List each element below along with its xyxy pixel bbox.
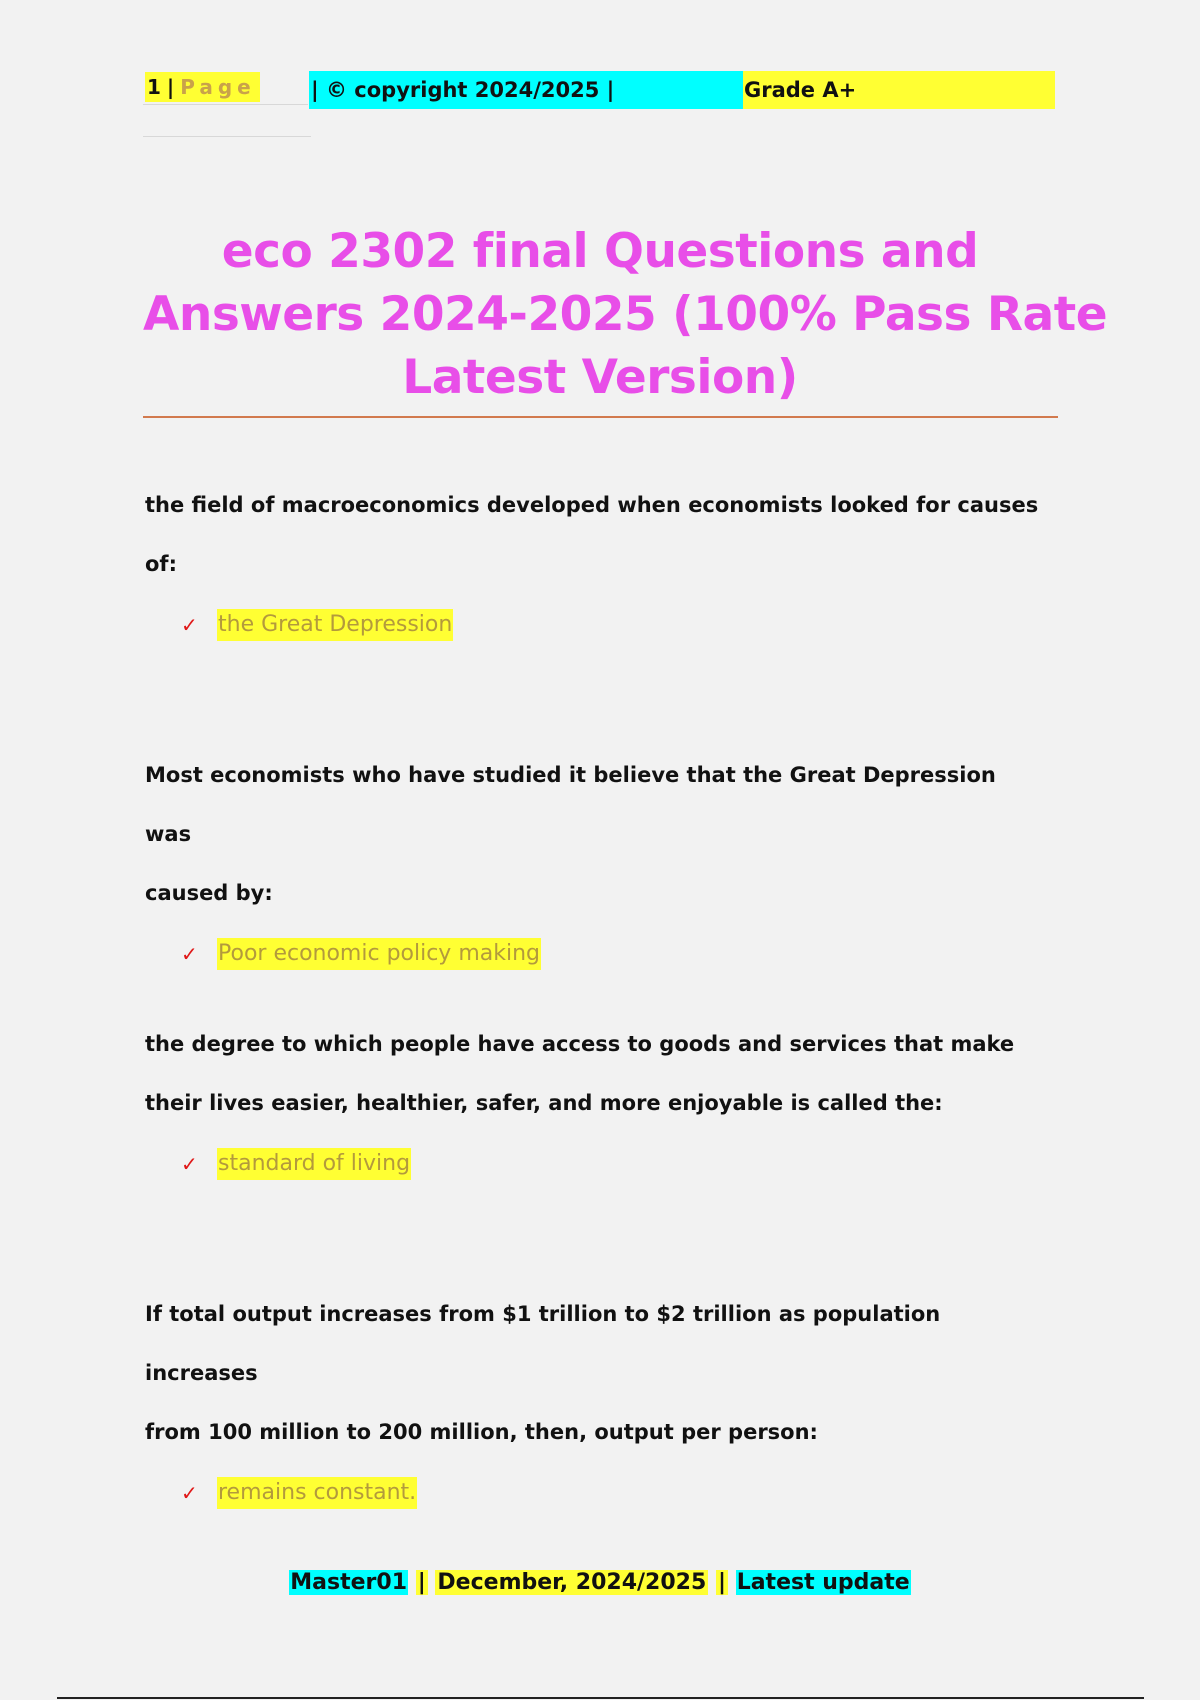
bottom-divider [57,1697,1144,1699]
page-number: 1 [147,75,161,99]
checkmark-icon: ✓ [181,1152,198,1176]
question [145,476,1045,594]
qa-item [145,1015,1045,1182]
question-line: If total output increases from $1 trillion to $2 trillion as population increases [145,1302,941,1385]
footer-author: Master01 [290,1570,408,1595]
qa-item [145,1285,1045,1511]
header-divider-lower [143,136,311,137]
copyright-banner: | © copyright 2024/2025 | [309,71,743,109]
answer: Poor economic policy making [217,938,541,970]
header-divider [143,104,308,105]
footer-date: December, 2024/2025 [437,1570,707,1595]
checkmark-icon: ✓ [181,1481,198,1505]
question-line: of: [145,552,177,576]
answer-row [145,609,1045,643]
answer: remains constant. [217,1477,417,1509]
title-line: eco 2302 final Questions and [221,224,979,279]
page-word: Page [180,75,256,99]
answer-row [145,938,1045,972]
page-footer [0,1567,1200,1599]
title-line: Latest Version) [402,350,798,405]
question-line: the degree to which people have access to goods and services that make [145,1032,1015,1056]
title-line: Answers 2024-2025 (100% Pass Rate [143,287,1108,342]
title-divider [143,416,1058,418]
footer-separator: | [717,1570,727,1595]
grade-banner: Grade A+ [743,71,1055,109]
question [145,1015,1045,1133]
document-title [143,220,1108,409]
question [145,1285,1045,1462]
answer: the Great Depression [217,609,453,641]
qa-item [145,476,1045,643]
checkmark-icon: ✓ [181,942,198,966]
page-separator: | [166,75,175,99]
checkmark-icon: ✓ [181,613,198,637]
question-line: their lives easier, healthier, safer, and more enjoyable is called the: [145,1091,943,1115]
question-line: the field of macroeconomics developed when economists looked for causes [145,493,1039,517]
question-line: Most economists who have studied it believe that the Great Depression was [145,763,996,846]
qa-item [145,746,1045,972]
question-line: from 100 million to 200 million, then, output per person: [145,1420,818,1444]
answer: standard of living [217,1148,411,1180]
page-number-label [145,72,260,102]
footer-separator: | [417,1570,426,1595]
question [145,746,1045,923]
answer-row [145,1477,1045,1511]
answer-row [145,1148,1045,1182]
footer-update: Latest update [736,1570,910,1595]
question-line: caused by: [145,881,273,905]
